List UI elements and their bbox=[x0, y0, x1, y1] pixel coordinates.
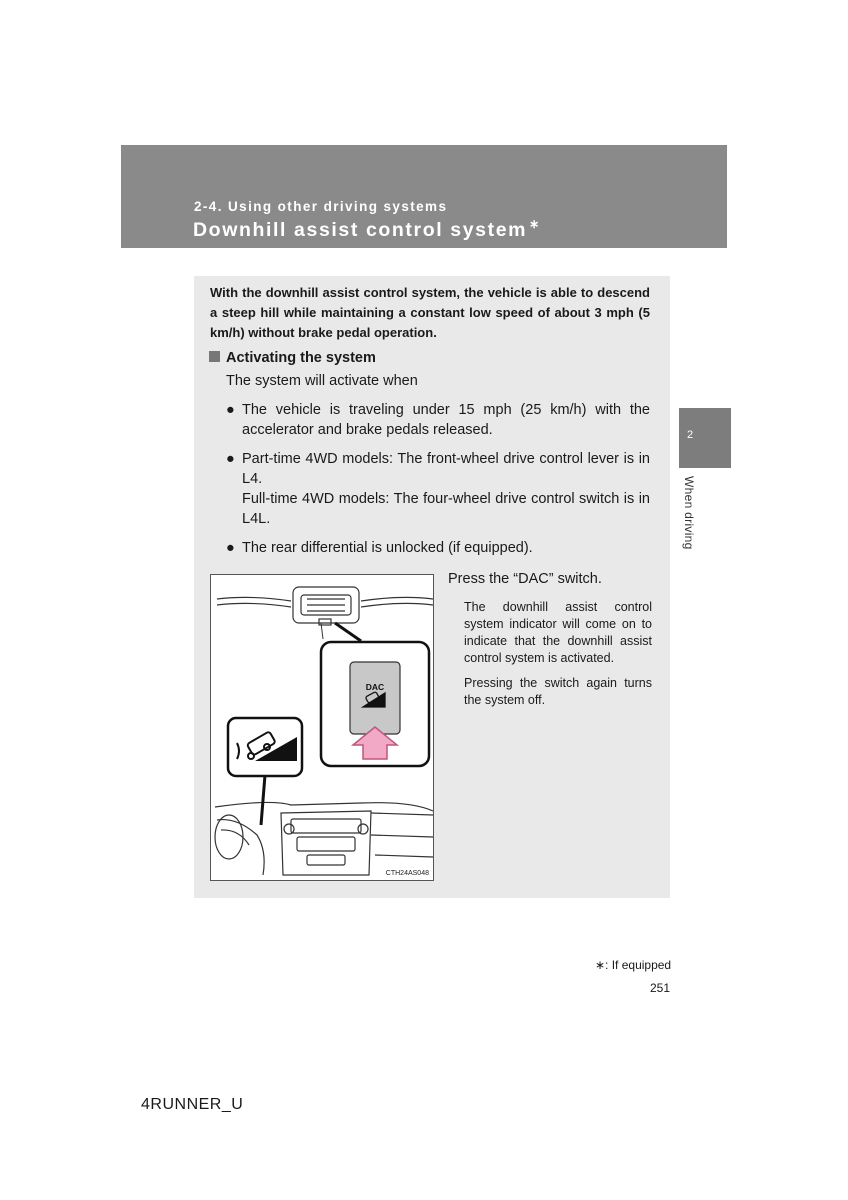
lead-text: The system will activate when bbox=[226, 373, 418, 389]
list-item-text: The rear differential is unlocked (if equipped). bbox=[242, 540, 533, 556]
square-bullet-icon bbox=[209, 351, 220, 362]
chapter-number: 2 bbox=[687, 429, 694, 441]
chapter-tab bbox=[679, 408, 731, 468]
list-item bbox=[226, 400, 650, 440]
list-item-text: The vehicle is traveling under 15 mph (25 km/h) with the accelerator and brake pedals released. bbox=[242, 402, 650, 438]
page-title bbox=[193, 219, 541, 242]
intro-paragraph: With the downhill assist control system, the vehicle is able to descend a steep hill while maintaining a constant low speed of about 3 mph (5 km/h) without brake pedal operation. bbox=[210, 285, 650, 340]
list-item bbox=[226, 449, 650, 529]
dashboard-drawing bbox=[211, 575, 434, 881]
dac-switch-label: DAC bbox=[365, 682, 385, 692]
footnote: ∗: If equipped bbox=[595, 958, 672, 972]
instruction-text: Press the “DAC” switch. bbox=[448, 571, 602, 587]
page-title-text: Downhill assist control system bbox=[193, 219, 528, 241]
bullet-icon: ● bbox=[226, 451, 235, 467]
content-panel bbox=[194, 276, 670, 898]
list-item-text: Part-time 4WD models: The front-wheel drive control lever is in L4. bbox=[242, 451, 650, 487]
figure-code: CTH24AS048 bbox=[385, 870, 429, 877]
bullet-icon: ● bbox=[226, 402, 235, 418]
bullet-icon: ● bbox=[226, 540, 235, 556]
note-text: Pressing the switch again turns the system off. bbox=[464, 676, 652, 707]
subsection-heading bbox=[209, 350, 376, 366]
list-item bbox=[226, 538, 650, 558]
section-label: 2-4. Using other driving systems bbox=[194, 199, 448, 214]
subsection-heading-text: Activating the system bbox=[226, 350, 376, 366]
chapter-label: When driving bbox=[682, 476, 696, 550]
dashboard-illustration bbox=[210, 574, 434, 881]
page-number: 251 bbox=[650, 981, 671, 995]
list-item-text: Full-time 4WD models: The four-wheel drive control switch is in L4L. bbox=[242, 491, 650, 527]
note-text: The downhill assist control system indicator will come on to indicate that the downhill assist control system is activated. bbox=[464, 600, 652, 665]
if-equipped-mark: ∗ bbox=[529, 217, 541, 231]
model-code: 4RUNNER_U bbox=[141, 1096, 244, 1113]
section-header bbox=[121, 145, 727, 248]
